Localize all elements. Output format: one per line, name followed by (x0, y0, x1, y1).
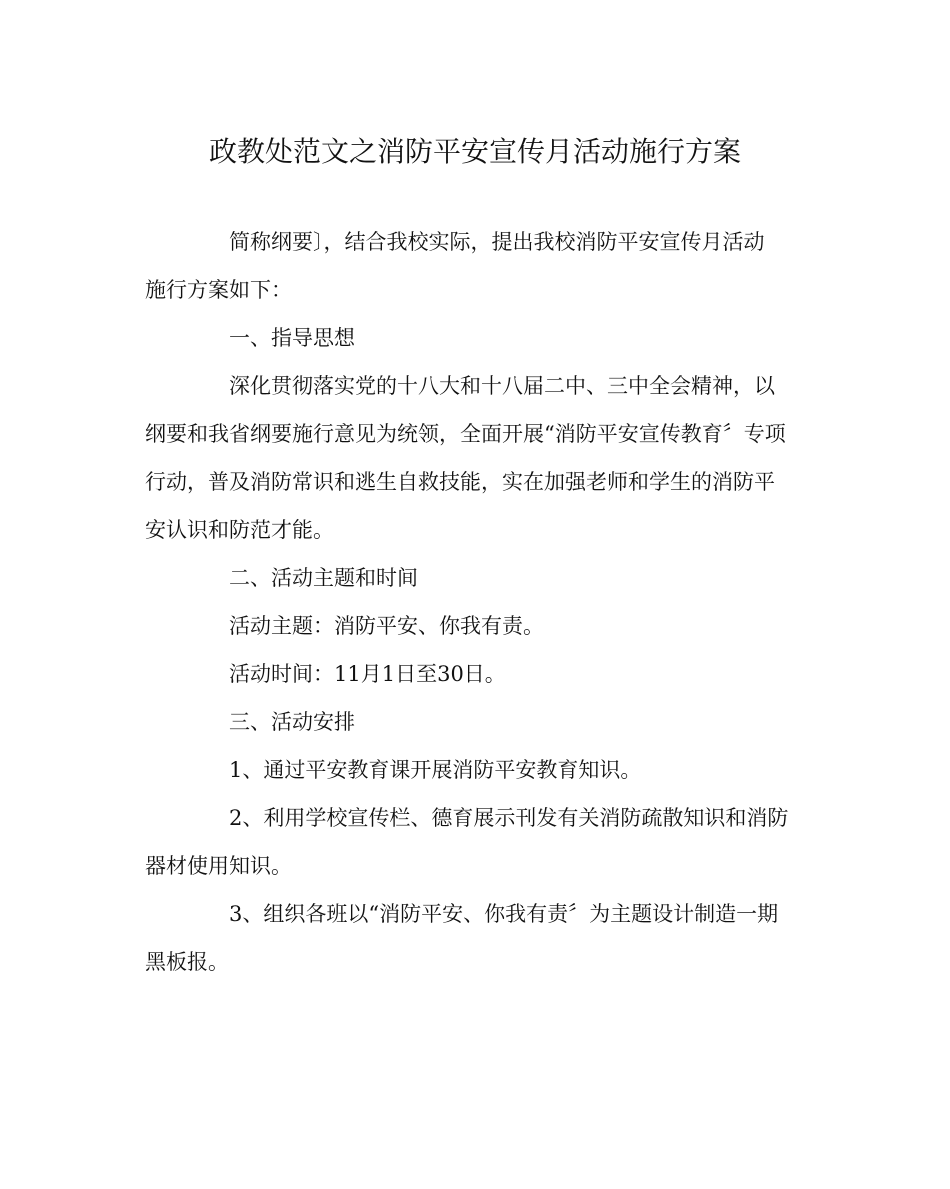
document-body (145, 218, 805, 986)
paragraph-activity-time (145, 650, 805, 698)
section-heading-theme-time (145, 554, 805, 602)
list-item-1 (145, 746, 805, 794)
paragraph-line: 活动时间：11月1日至30日。 (229, 662, 506, 686)
paragraph-line: 黑板报。 (145, 950, 229, 974)
list-item-2 (145, 794, 805, 890)
paragraph-intro (145, 218, 805, 314)
paragraph-line: 器材使用知识。 (145, 854, 292, 878)
paragraph-line: 2、利用学校宣传栏、德育展示刊发有关消防疏散知识和消防 (229, 806, 789, 830)
paragraph-line: 施行方案如下： (145, 278, 292, 302)
paragraph-line: 行动，普及消防常识和逃生自救技能，实在加强老师和学生的消防平 (145, 470, 775, 494)
paragraph-line: 深化贯彻落实党的十八大和十八届二中、三中全会精神，以 (229, 374, 775, 398)
paragraph-line: 简称纲要〕，结合我校实际，提出我校消防平安宣传月活动 (229, 230, 765, 254)
paragraph-line: 二、活动主题和时间 (229, 566, 418, 590)
document-title: 政教处范文之消防平安宣传月活动施行方案 (208, 135, 741, 168)
paragraph-line: 纲要和我省纲要施行意见为统领，全面开展“消防平安宣传教育〞专项 (145, 422, 786, 446)
paragraph-line: 1、通过平安教育课开展消防平安教育知识。 (229, 758, 642, 782)
section-heading-guiding-ideology (145, 314, 805, 362)
paragraph-line: 一、指导思想 (229, 326, 355, 350)
paragraph-line: 安认识和防范才能。 (145, 518, 334, 542)
section-heading-arrangements (145, 698, 805, 746)
paragraph-guiding-ideology (145, 362, 805, 554)
paragraph-line: 三、活动安排 (229, 710, 355, 734)
paragraph-activity-theme (145, 602, 805, 650)
paragraph-line: 3、组织各班以“消防平安、你我有责〞为主题设计制造一期 (229, 902, 779, 926)
list-item-3 (145, 890, 805, 986)
paragraph-line: 活动主题：消防平安、你我有责。 (229, 614, 544, 638)
